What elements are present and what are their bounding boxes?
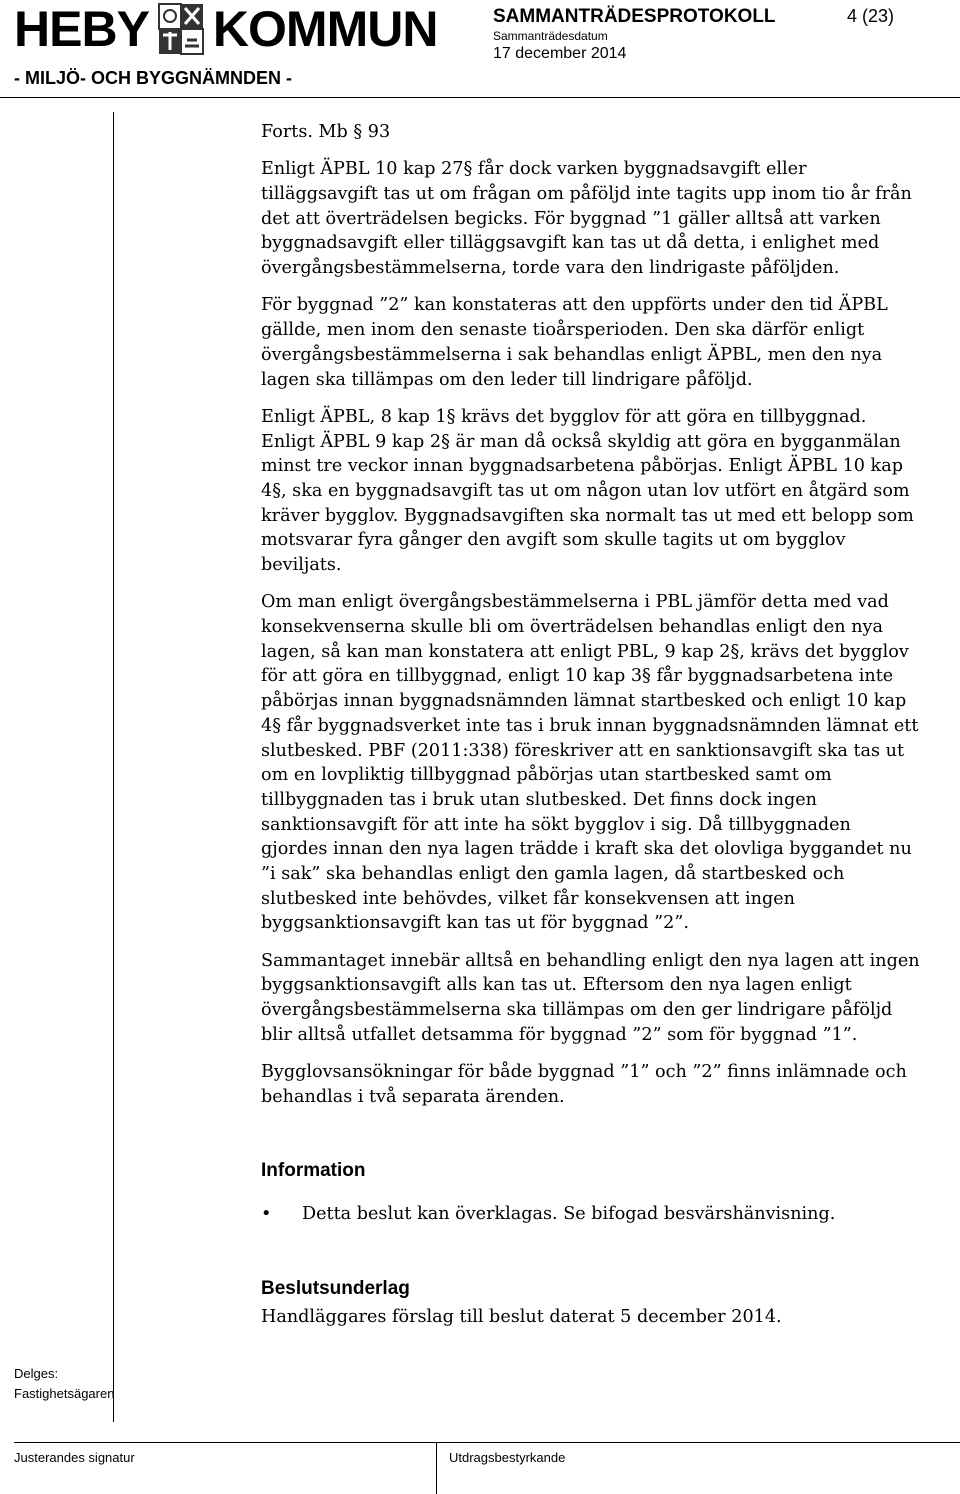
certification-label: Utdragsbestyrkande bbox=[449, 1450, 566, 1465]
header-divider bbox=[0, 97, 960, 98]
protocol-body bbox=[261, 120, 921, 1122]
bullet-icon: • bbox=[261, 1204, 272, 1224]
distribution-recipient: Fastighetsägaren bbox=[14, 1386, 115, 1401]
distribution-block bbox=[14, 1364, 114, 1404]
distribution-label: Delges: bbox=[14, 1366, 59, 1381]
paragraph: Om man enligt övergångsbestämmelserna i PBL jämför detta med vad konsekvenserna skulle bli om överträdelsen behandlas enligt den nya lagen, så kan man konstatera att enligt PBL, 9 kap 2§, krävs det bygglov för att göra en tillbyggnad, enligt 10 kap 3§ får byggnadsarbetena inte påbörjas innan byggnadsnämnden lämnat startbesked och enligt 10 kap 4§ får byggnadsverket inte tas i bruk innan byggnadsnämnden lämnat ett slutbesked. PBF (2011:338) föreskriver att en sanktionsavgift ska tas ut om en lovpliktig tillbyggnad påbörjas utan startbesked samt om tillbyggnaden tas i bruk utan slutbesked. Det finns dock ingen sanktionsavgift för att inte ha sökt bygglov i sig. Då tillbyggnaden gjordes innan den nya lagen trädde i kraft ska det olovliga byggandet nu ”i sak” ska behandlas enligt den gamla lagen, då startbesked och slutbesked inte behövdes, vilket får konsekvensen att ingen byggsanktionsavgift kan tas ut för byggnad ”2”. bbox=[261, 592, 919, 934]
signature-line-left bbox=[14, 1442, 436, 1443]
beslutsunderlag-text: Handläggares förslag till beslut daterat 5 december 2014. bbox=[261, 1307, 782, 1327]
signature-line-right bbox=[437, 1442, 960, 1443]
paragraph: Enligt ÄPBL, 8 kap 1§ krävs det bygglov för att göra en tillbyggnad. Enligt ÄPBL 9 kap 2§ är man då också skyldig att göra en bygganmälan minst tre veckor innan byggnadsarbetena påbörjas. Enligt ÄPBL 10 kap 4§, ska en byggnadsavgift tas ut om någon utan lov utfört en åtgärd som kräver bygglov. Byggnadsavgiften ska normalt tas ut med ett belopp som motsvarar fyra gånger den avgift som skulle tagits ut om bygglov beviljats. bbox=[261, 406, 914, 576]
paragraph: För byggnad ”2” kan konstateras att den uppförts under den tid ÄPBL gällde, men inom den senaste tioårsperioden. Den ska därför enligt övergångsbestämmelserna i sak behandlas enligt ÄPBL, men den nya lagen ska tillämpas om den leder till lindrigare påföljd. bbox=[261, 295, 888, 390]
paragraph: Sammantaget innebär alltså en behandling enligt den nya lagen att ingen byggsanktionsavgift alls kan tas ut. Eftersom den nya lagen enligt övergångsbestämmelserna ska tillämpas om den ger lindrigare påföljd blir alltså utfallet detsamma för byggnad ”2” som för byggnad ”1”. bbox=[261, 950, 920, 1045]
municipality-logo bbox=[14, 0, 437, 62]
logo-text-right: KOMMUN bbox=[212, 1, 438, 57]
document-title: SAMMANTRÄDESPROTOKOLL bbox=[493, 6, 776, 27]
information-text: Detta beslut kan överklagas. Se bifogad besvärshänvisning. bbox=[302, 1204, 836, 1224]
paragraph-heading: Forts. Mb § 93 bbox=[261, 122, 391, 142]
department-name: - MILJÖ- OCH BYGGNÄMNDEN - bbox=[14, 68, 292, 88]
information-list-item bbox=[261, 1202, 835, 1226]
page-number: 4 (23) bbox=[847, 6, 895, 26]
beslutsunderlag-heading: Beslutsunderlag bbox=[261, 1278, 410, 1299]
date-label: Sammanträdesdatum bbox=[493, 29, 608, 43]
footer-divider bbox=[436, 1442, 437, 1494]
meeting-date: 17 december 2014 bbox=[493, 45, 627, 62]
signature-label: Justerandes signatur bbox=[14, 1450, 135, 1465]
information-heading: Information bbox=[261, 1160, 366, 1181]
paragraph: Bygglovsansökningar för både byggnad ”1” och ”2” finns inlämnade och behandlas i två separata ärenden. bbox=[261, 1062, 907, 1107]
logo-text-left: HEBY bbox=[14, 1, 149, 57]
coat-of-arms-icon bbox=[155, 0, 207, 58]
margin-line bbox=[113, 112, 114, 1422]
paragraph: Enligt ÄPBL 10 kap 27§ får dock varken byggnadsavgift eller tilläggsavgift tas ut om frågan om påföljd inte tagits upp inom tio år från det att överträdelsen begicks. För byggnad ”1 gäller alltså att varken byggnadsavgift eller tilläggsavgift kan tas ut då detta, i enlighet med övergångsbestämmelserna, torde vara den lindrigaste påföljden. bbox=[261, 159, 912, 279]
